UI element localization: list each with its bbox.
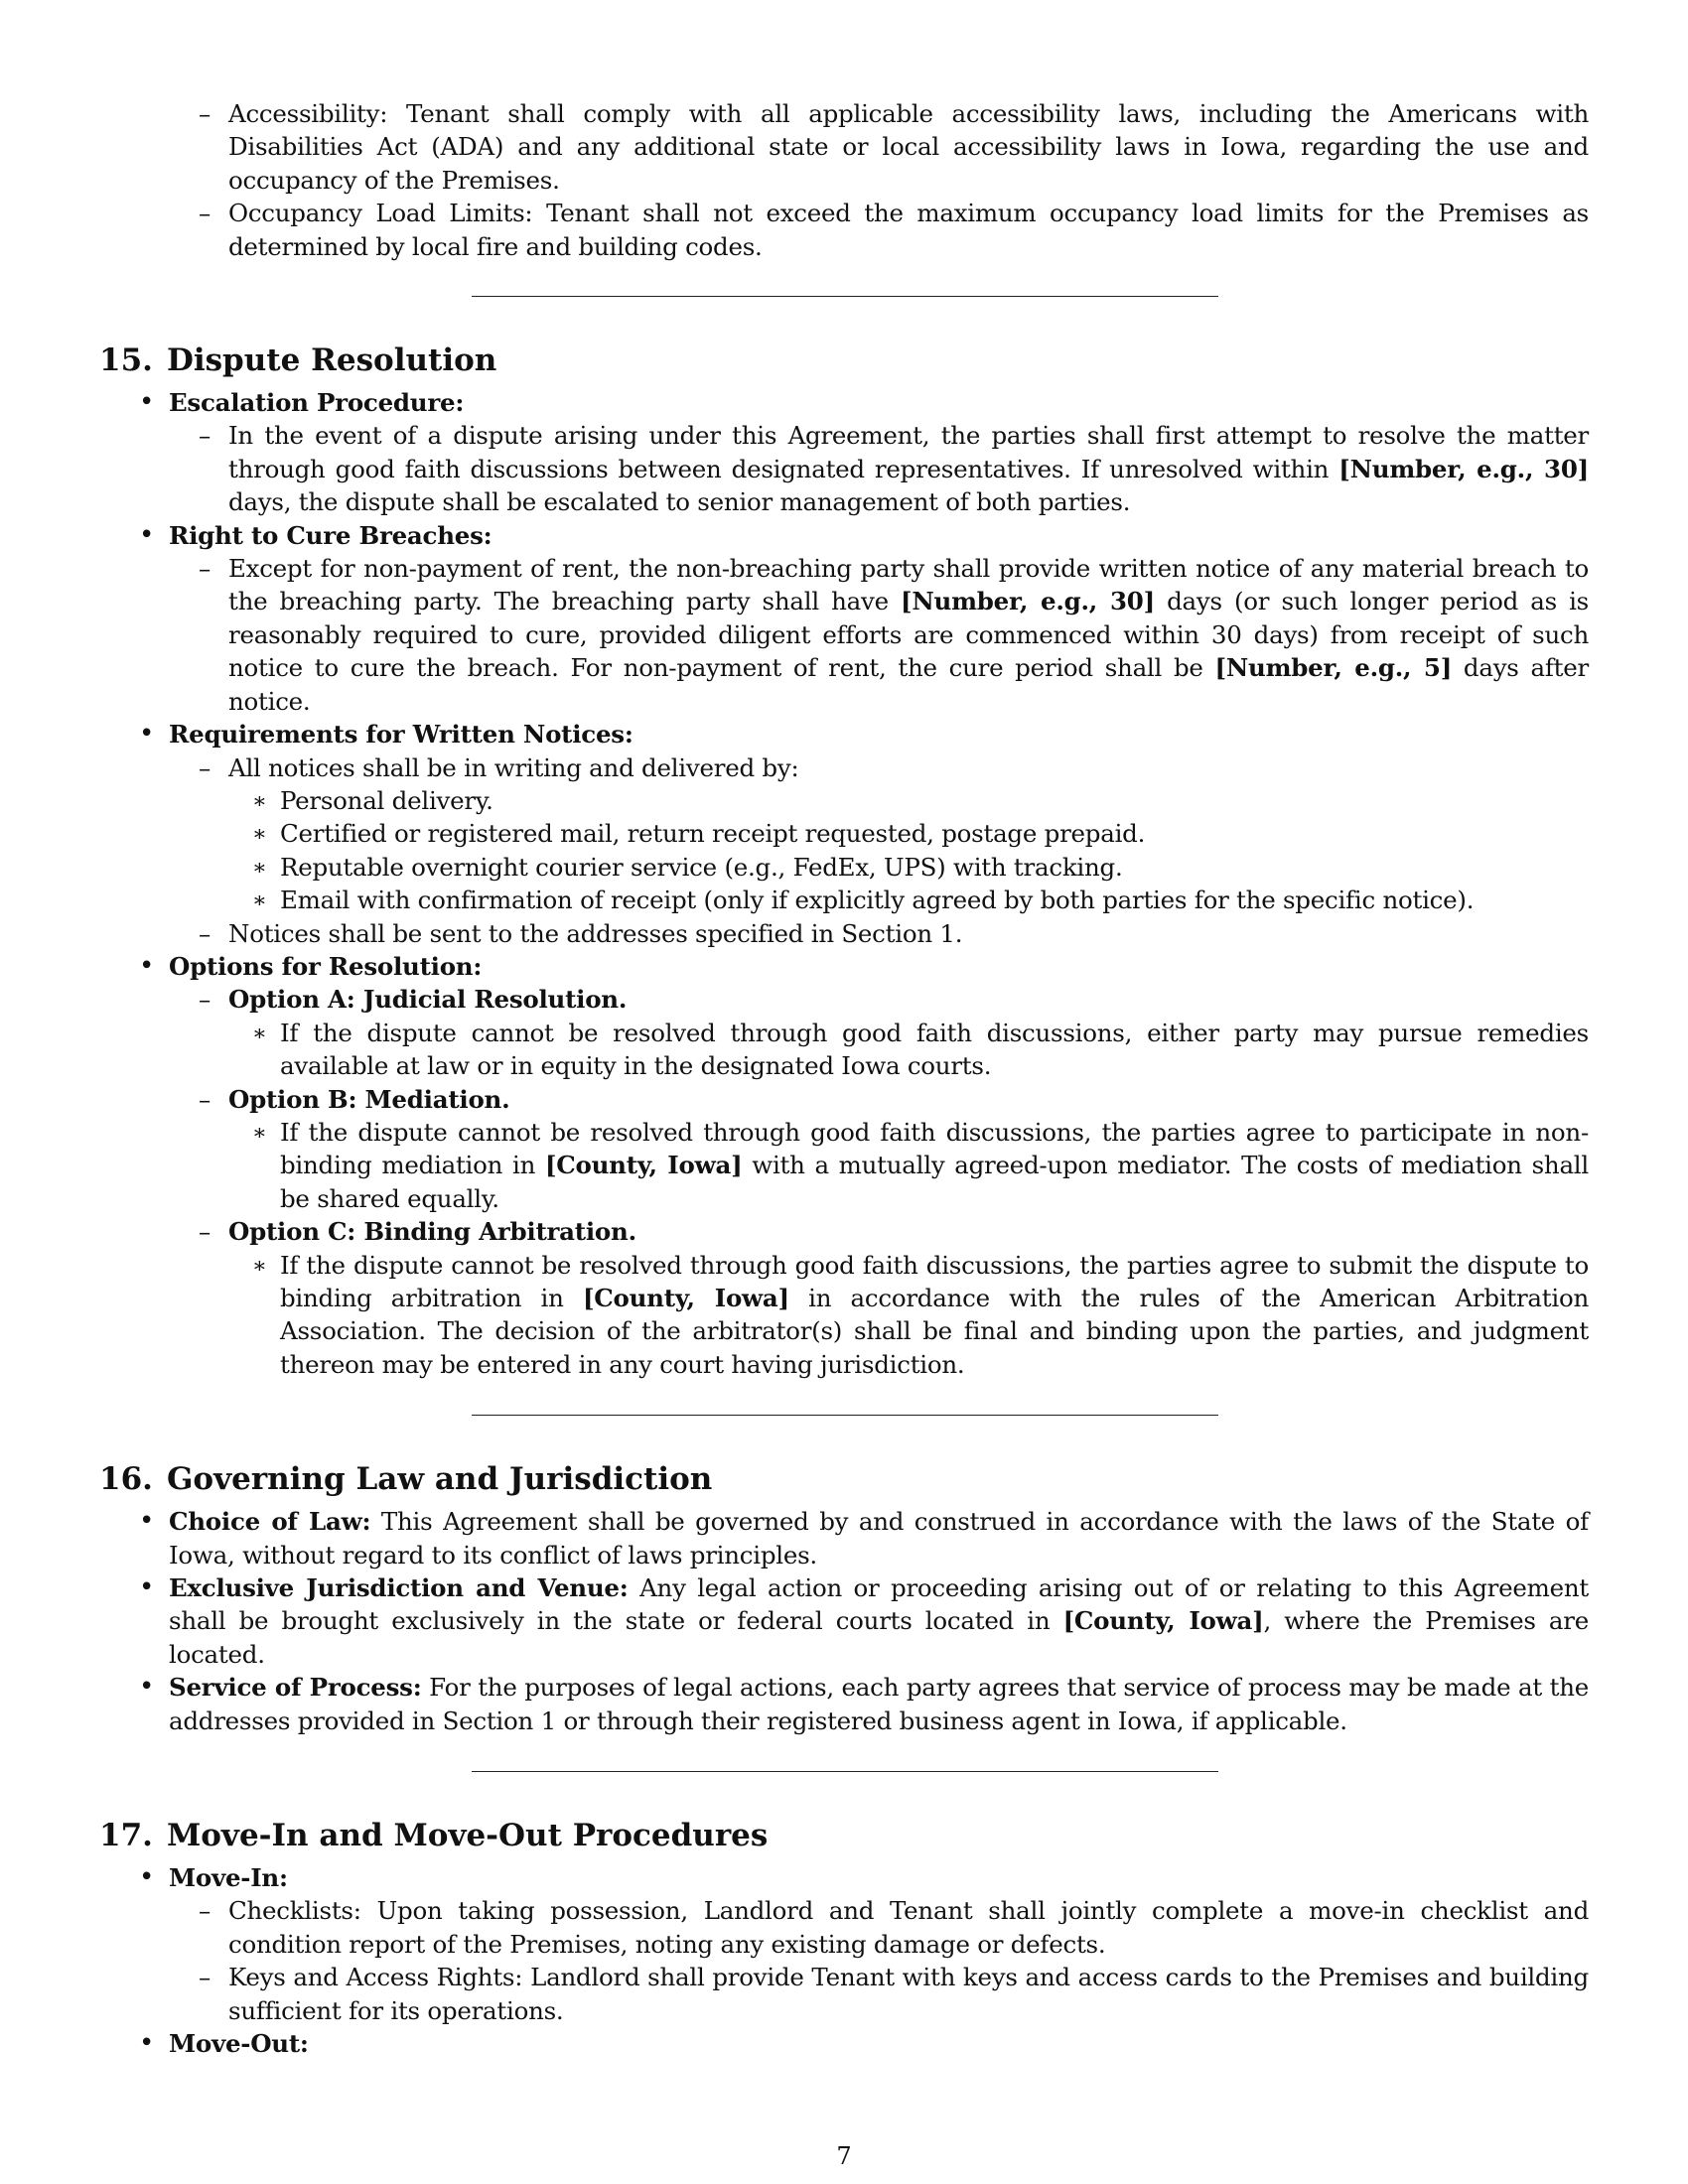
list-item: • Exclusive Jurisdiction and Venue: Any legal action or proceeding arising out of or relating to this Agreement shall be brought exclusively in the state or federal courts located in [County, Iowa], where the Premises are located. [169,1571,1589,1671]
section-heading-15: 15. Dispute Resolution [99,342,497,379]
list-item: – All notices shall be in writing and delivered by: ∗ Personal delivery. ∗ Certified or registered mail, return receipt requested, postage prepaid. ∗ Reputable overnight courier service (e.g., FedEx, UPS) with tracking. ∗ Email with confirmation of receipt (only if explicitly agreed by both parties for the specific notice). [228,751,1589,917]
section-divider [472,1771,1218,1772]
list-item: • Options for Resolution: – Option A: Judicial Resolution. ∗ If the dispute cannot be resolved through good faith discussions, either party may pursue remedies available at law or in equity in the designated Iowa courts. – Option B: Mediation. ∗ If the dispute cannot be resolved through good faith discussions, the parties agree to participate in non-binding mediation in [County, Iowa] with a mutually agreed-upon mediator. The costs of mediation shall be shared equally. – Option C: Binding Arbitration. ∗ If the dispute cannot be resolved through good faith discussions, the parties agree to submit the dispute to binding arbitration in [County, Iowa] in accordance with the rules of the American Arbitration Association. The decision of the arbitrator(s) shall be final and binding upon the parties, and judgment thereon may be entered in any court having jurisdiction. [169,950,1589,1381]
list-item: ∗ If the dispute cannot be resolved through good faith discussions, either party may pursue remedies available at law or in equity in the designated Iowa courts. [280,1017,1589,1083]
section-divider [472,1415,1218,1416]
list-item: – Checklists: Upon taking possession, Landlord and Tenant shall jointly complete a move-in checklist and condition report of the Premises, noting any existing damage or defects. [228,1894,1589,1961]
list-item: • Service of Process: For the purposes of legal actions, each party agrees that service of process may be made at the addresses provided in Section 1 or through their registered business agent in Iowa, if applicable. [169,1671,1589,1737]
governing-law-list [99,1505,1589,1737]
list-item: ∗ Personal delivery. [280,784,1589,817]
list-item: • Move-Out: [169,2027,1589,2060]
page-content [99,97,1589,2061]
dispute-resolution-list [99,386,1589,1381]
list-item: ∗ If the dispute cannot be resolved through good faith discussions, the parties agree to participate in non-binding mediation in [County, Iowa] with a mutually agreed-upon mediator. The costs of mediation shall be shared equally. [280,1116,1589,1215]
section-heading-17: 17. Move-In and Move-Out Procedures [99,1818,769,1854]
list-item: – Accessibility: Tenant shall comply with all applicable accessibility laws, including the Americans with Disabilities Act (ADA) and any additional state or local accessibility laws in Iowa, regarding the use and occupancy of the Premises. [228,97,1589,197]
section-heading-16: 16. Governing Law and Jurisdiction [99,1461,713,1498]
list-item: – Option B: Mediation. ∗ If the dispute cannot be resolved through good faith discussions, the parties agree to participate in non-binding mediation in [County, Iowa] with a mutually agreed-upon mediator. The costs of mediation shall be shared equally. [228,1083,1589,1216]
list-item: • Requirements for Written Notices: – All notices shall be in writing and delivered by: ∗ Personal delivery. ∗ Certified or registered mail, return receipt requested, postage prepaid. ∗ Reputable overnight courier service (e.g., FedEx, UPS) with tracking. ∗ Email with confirmation of receipt (only if explicitly agreed by both parties for the specific notice). – Notices shall be sent to the addresses specified in Section 1. [169,718,1589,950]
list-item: – Option C: Binding Arbitration. ∗ If the dispute cannot be resolved through good faith discussions, the parties agree to submit the dispute to binding arbitration in [County, Iowa] in accordance with the rules of the American Arbitration Association. The decision of the arbitrator(s) shall be final and binding upon the parties, and judgment thereon may be entered in any court having jurisdiction. [228,1215,1589,1381]
list-item: – Notices shall be sent to the addresses specified in Section 1. [228,917,1589,950]
list-item: – Option A: Judicial Resolution. ∗ If the dispute cannot be resolved through good faith discussions, either party may pursue remedies available at law or in equity in the designated Iowa courts. [228,983,1589,1082]
continued-list [99,97,1589,263]
move-procedures-list [99,1861,1589,2060]
list-item: ∗ Email with confirmation of receipt (only if explicitly agreed by both parties for the specific notice). [280,884,1589,916]
list-item: ∗ Reputable overnight courier service (e.g., FedEx, UPS) with tracking. [280,851,1589,884]
list-item: • Choice of Law: This Agreement shall be governed by and construed in accordance with the laws of the State of Iowa, without regard to its conflict of laws principles. [169,1505,1589,1571]
page-number: 7 [836,2142,852,2170]
list-item: – Keys and Access Rights: Landlord shall provide Tenant with keys and access cards to the Premises and building sufficient for its operations. [228,1961,1589,2027]
list-item: • Right to Cure Breaches: – Except for non-payment of rent, the non-breaching party shall provide written notice of any material breach to the breaching party. The breaching party shall have [Number, e.g., 30] days (or such longer period as is reasonably required to cure, provided diligent efforts are commenced within 30 days) from receipt of such notice to cure the breach. For non-payment of rent, the cure period shall be [Number, e.g., 5] days after notice. [169,519,1589,718]
list-item: • Escalation Procedure: – In the event of a dispute arising under this Agreement, the parties shall first attempt to resolve the matter through good faith discussions between designated representatives. If unresolved within [Number, e.g., 30] days, the dispute shall be escalated to senior management of both parties. [169,386,1589,519]
list-item: – Occupancy Load Limits: Tenant shall not exceed the maximum occupancy load limits for the Premises as determined by local fire and building codes. [228,197,1589,263]
list-item: – In the event of a dispute arising under this Agreement, the parties shall first attempt to resolve the matter through good faith discussions between designated representatives. If unresolved within [Number, e.g., 30] days, the dispute shall be escalated to senior management of both parties. [228,419,1589,518]
list-item: • Move-In: – Checklists: Upon taking possession, Landlord and Tenant shall jointly complete a move-in checklist and condition report of the Premises, noting any existing damage or defects. – Keys and Access Rights: Landlord shall provide Tenant with keys and access cards to the Premises and building sufficient for its operations. [169,1861,1589,2027]
list-item: ∗ Certified or registered mail, return receipt requested, postage prepaid. [280,817,1589,850]
section-divider [472,296,1218,297]
list-item: – Except for non-payment of rent, the non-breaching party shall provide written notice of any material breach to the breaching party. The breaching party shall have [Number, e.g., 30] days (or such longer period as is reasonably required to cure, provided diligent efforts are commenced within 30 days) from receipt of such notice to cure the breach. For non-payment of rent, the cure period shall be [Number, e.g., 5] days after notice. [228,552,1589,718]
list-item: ∗ If the dispute cannot be resolved through good faith discussions, the parties agree to submit the dispute to binding arbitration in [County, Iowa] in accordance with the rules of the American Arbitration Association. The decision of the arbitrator(s) shall be final and binding upon the parties, and judgment thereon may be entered in any court having jurisdiction. [280,1249,1589,1382]
